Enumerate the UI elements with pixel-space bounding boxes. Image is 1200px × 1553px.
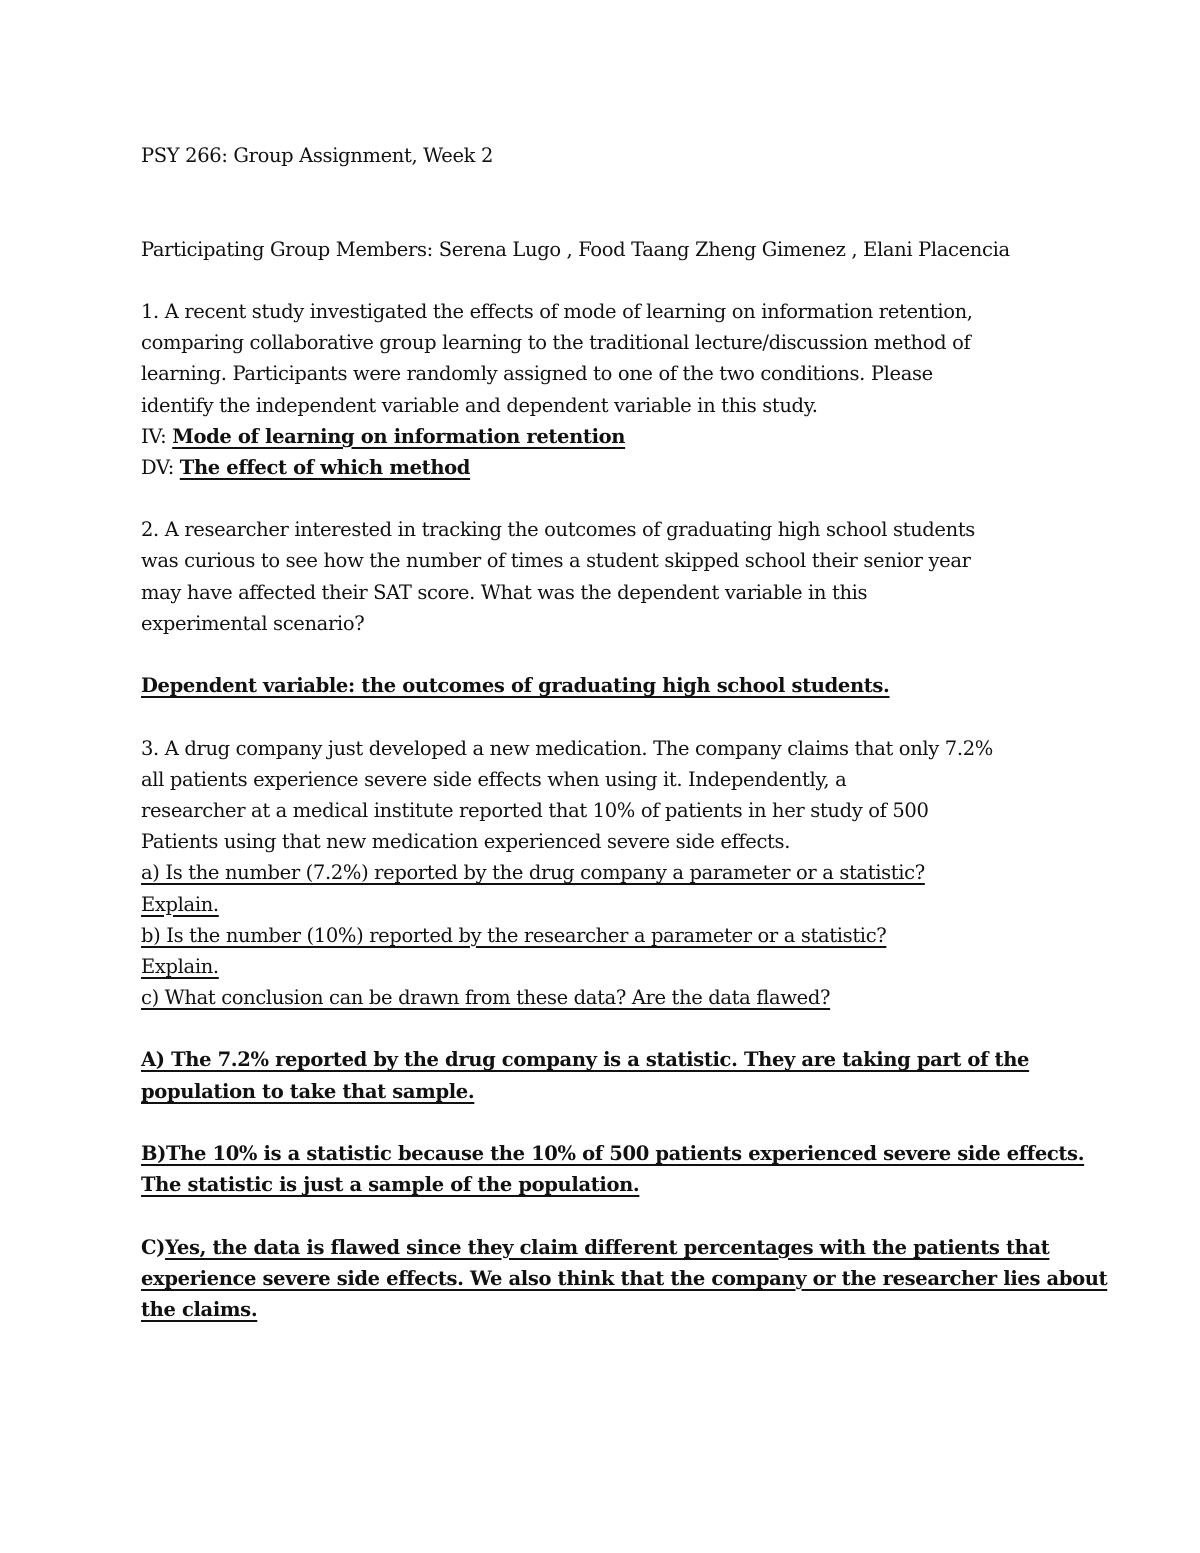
spacer <box>141 171 1061 233</box>
spacer <box>141 1200 1061 1231</box>
sub-question-a-explain: Explain. <box>141 892 219 916</box>
answer-c <box>141 1232 1108 1326</box>
sub-question-c: c) What conclusion can be drawn from these data? Are the data flawed? <box>141 986 831 1010</box>
group-members: Participating Group Members: Serena Lugo , Food Taang Zheng Gimenez , Elani Placencia <box>141 237 1010 261</box>
answer-b <box>141 1138 1085 1200</box>
document-title: PSY 266: Group Assignment, Week 2 <box>141 144 494 167</box>
iv-answer: Mode of learning on information retention <box>172 424 626 448</box>
iv-answer-line <box>141 421 1061 452</box>
answer-c-line: experience severe side effects. We also think that the company or the researcher lies about <box>141 1266 1108 1290</box>
sub-question-line <box>141 920 1061 951</box>
answer-a <box>141 1044 1061 1106</box>
sub-question-line <box>141 857 1061 888</box>
question-3-line: researcher at a medical institute reported that 10% of patients in her study of 500 <box>141 798 929 822</box>
spacer <box>141 483 1061 514</box>
question-1-line: 1. A recent study investigated the effects of mode of learning on information retention, <box>141 299 973 323</box>
question-2-line: was curious to see how the number of times a student skipped school their senior year <box>141 549 971 573</box>
spacer <box>141 1107 1061 1138</box>
question-1-line: learning. Participants were randomly assigned to one of the two conditions. Please <box>141 362 933 386</box>
spacer <box>141 639 1061 670</box>
answer-c-line: the claims. <box>141 1297 258 1321</box>
question-2 <box>141 514 1061 639</box>
question-3-line: 3. A drug company just developed a new medication. The company claims that only 7.2% <box>141 736 993 760</box>
document-body <box>141 140 1108 1325</box>
question-1 <box>141 296 1061 483</box>
sub-question-line <box>141 951 1061 982</box>
spacer <box>141 701 1061 732</box>
answer-b-line: The statistic is just a sample of the population. <box>141 1173 640 1197</box>
sub-question-b-explain: Explain. <box>141 954 219 978</box>
sub-question-b: b) Is the number (10%) reported by the researcher a parameter or a statistic? <box>141 923 887 947</box>
question-3-line: all patients experience severe side effects when using it. Independently, a <box>141 767 847 791</box>
answer-c-prefix: C) <box>141 1235 166 1259</box>
question-1-line: identify the independent variable and dependent variable in this study. <box>141 393 818 417</box>
question-3-line: Patients using that new medication experienced severe side effects. <box>141 830 791 854</box>
sub-question-line <box>141 982 1061 1013</box>
iv-label: IV: <box>141 424 173 448</box>
sub-question-a: a) Is the number (7.2%) reported by the drug company a parameter or a statistic? <box>141 861 925 885</box>
question-2-answer-text: Dependent variable: the outcomes of graduating high school students. <box>141 674 890 698</box>
spacer <box>141 1013 1061 1044</box>
dv-label: DV: <box>141 455 180 479</box>
question-2-line: 2. A researcher interested in tracking the outcomes of graduating high school students <box>141 518 975 542</box>
question-2-answer <box>141 670 1061 701</box>
answer-a-line: population to take that sample. <box>141 1079 475 1103</box>
dv-answer-line <box>141 452 1061 483</box>
answer-b-line: B)The 10% is a statistic because the 10% of 500 patients experienced severe side effects. <box>141 1142 1085 1166</box>
answer-c-line: Yes, the data is flawed since they claim different percentages with the patients that <box>165 1235 1050 1259</box>
sub-question-line <box>141 889 1061 920</box>
question-2-line: may have affected their SAT score. What was the dependent variable in this <box>141 580 868 604</box>
question-2-line: experimental scenario? <box>141 611 365 635</box>
spacer <box>141 265 1061 296</box>
question-1-line: comparing collaborative group learning to the traditional lecture/discussion method of <box>141 331 971 355</box>
dv-answer: The effect of which method <box>179 455 471 479</box>
question-3 <box>141 733 1061 1014</box>
answer-a-line: A) The 7.2% reported by the drug company is a statistic. They are taking part of the <box>141 1048 1030 1072</box>
